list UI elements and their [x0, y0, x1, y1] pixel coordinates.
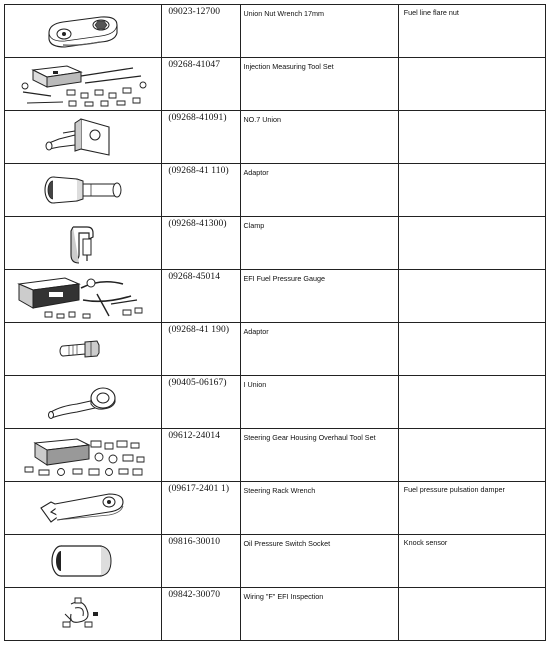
- note-cell: [398, 58, 545, 111]
- tool-image-cell: [5, 535, 162, 588]
- tool-image-cell: [5, 376, 162, 429]
- note-cell: [398, 429, 545, 482]
- table-row: [5, 482, 546, 535]
- note-cell: [398, 164, 545, 217]
- tool-name: Steering Gear Housing Overhaul Tool Set: [243, 433, 376, 442]
- part-number-cell: [162, 376, 241, 429]
- tool-image-cell: [5, 270, 162, 323]
- part-number-cell: [162, 111, 241, 164]
- part-number-cell: [162, 482, 241, 535]
- tool-name-cell: [241, 482, 398, 535]
- tool-name: Steering Rack Wrench: [243, 486, 316, 495]
- part-number: 09842-30070: [168, 590, 221, 600]
- tool-name-cell: [241, 429, 398, 482]
- part-number: 09268-45014: [168, 272, 221, 282]
- part-number-cell: [162, 270, 241, 323]
- tool-name: NO.7 Union: [243, 115, 282, 124]
- bolt-adaptor-icon: [5, 323, 159, 375]
- note-cell: [398, 270, 545, 323]
- socket-icon: [5, 535, 159, 587]
- rack-wrench-icon: [5, 482, 159, 534]
- tool-name: I Union: [243, 380, 267, 389]
- tool-note: [399, 270, 545, 273]
- tool-note: Fuel line flare nut: [403, 8, 459, 17]
- overhaul-tool-set-icon: [5, 429, 159, 481]
- part-number: 09612-24014: [168, 431, 221, 441]
- tool-note: Fuel pressure pulsation damper: [403, 485, 505, 494]
- tool-name: Injection Measuring Tool Set: [243, 62, 334, 71]
- adaptor-icon: [5, 164, 159, 216]
- tool-name-cell: [241, 5, 398, 58]
- part-number: 09816-30010: [168, 537, 221, 547]
- tool-name-cell: [241, 323, 398, 376]
- tool-name: Adaptor: [243, 168, 269, 177]
- part-number: (09268-41 190): [168, 325, 230, 335]
- banjo-union-icon: [5, 376, 159, 428]
- part-number-cell: [162, 429, 241, 482]
- note-cell: [398, 111, 545, 164]
- fuel-pressure-gauge-kit-icon: [5, 270, 159, 322]
- tool-image-cell: [5, 429, 162, 482]
- table-row: [5, 111, 546, 164]
- tool-name-cell: [241, 164, 398, 217]
- tool-image-cell: [5, 217, 162, 270]
- clamp-icon: [5, 217, 159, 269]
- tool-image-cell: [5, 5, 162, 58]
- part-number-cell: [162, 217, 241, 270]
- part-number: (09268-41 110): [168, 166, 229, 176]
- tool-note: [399, 323, 545, 326]
- tool-name: Adaptor: [243, 327, 269, 336]
- tool-name: Wiring "F" EFI Inspection: [243, 592, 324, 601]
- tool-note: [399, 588, 545, 591]
- tool-name-cell: [241, 535, 398, 588]
- tool-name-cell: [241, 58, 398, 111]
- tool-name-cell: [241, 376, 398, 429]
- injection-measuring-tool-set-icon: [5, 58, 159, 110]
- tool-note: Knock sensor: [403, 538, 448, 547]
- tool-note: [399, 58, 545, 61]
- table-row: [5, 588, 546, 641]
- part-number: 09023-12700: [168, 7, 221, 17]
- tool-note: [399, 376, 545, 379]
- part-number-cell: [162, 5, 241, 58]
- note-cell: [398, 588, 545, 641]
- tool-note: [399, 429, 545, 432]
- tool-name: Oil Pressure Switch Socket: [243, 539, 331, 548]
- part-number: (90405-06167): [168, 378, 227, 388]
- note-cell: [398, 535, 545, 588]
- table-row: [5, 217, 546, 270]
- part-number: (09268-41300): [168, 219, 227, 229]
- table-row: [5, 323, 546, 376]
- table-row: [5, 535, 546, 588]
- part-number-cell: [162, 588, 241, 641]
- tool-image-cell: [5, 588, 162, 641]
- note-cell: [398, 323, 545, 376]
- part-number: (09617-2401 1): [168, 484, 230, 494]
- table-row: [5, 429, 546, 482]
- part-number-cell: [162, 164, 241, 217]
- note-cell: [398, 217, 545, 270]
- special-tools-table: [4, 4, 546, 641]
- tool-image-cell: [5, 111, 162, 164]
- tool-name-cell: [241, 111, 398, 164]
- tool-name-cell: [241, 588, 398, 641]
- part-number-cell: [162, 58, 241, 111]
- tool-image-cell: [5, 482, 162, 535]
- table-row: [5, 5, 546, 58]
- note-cell: [398, 482, 545, 535]
- tool-name: Union Nut Wrench 17mm: [243, 9, 325, 18]
- table-row: [5, 270, 546, 323]
- part-number: (09268-41091): [168, 113, 227, 123]
- tool-image-cell: [5, 58, 162, 111]
- wiring-harness-icon: [5, 588, 159, 640]
- tool-note: [399, 111, 545, 114]
- note-cell: [398, 5, 545, 58]
- part-number-cell: [162, 323, 241, 376]
- part-number: 09268-41047: [168, 60, 221, 70]
- tool-image-cell: [5, 164, 162, 217]
- table-row: [5, 164, 546, 217]
- tool-name: EFI Fuel Pressure Gauge: [243, 274, 325, 283]
- table-row: [5, 58, 546, 111]
- tool-note: [399, 164, 545, 167]
- union-nut-wrench-icon: [5, 5, 159, 57]
- tool-image-cell: [5, 323, 162, 376]
- note-cell: [398, 376, 545, 429]
- tool-name-cell: [241, 217, 398, 270]
- tool-name: Clamp: [243, 221, 265, 230]
- tool-name-cell: [241, 270, 398, 323]
- union-fitting-icon: [5, 111, 159, 163]
- table-row: [5, 376, 546, 429]
- tool-note: [399, 217, 545, 220]
- part-number-cell: [162, 535, 241, 588]
